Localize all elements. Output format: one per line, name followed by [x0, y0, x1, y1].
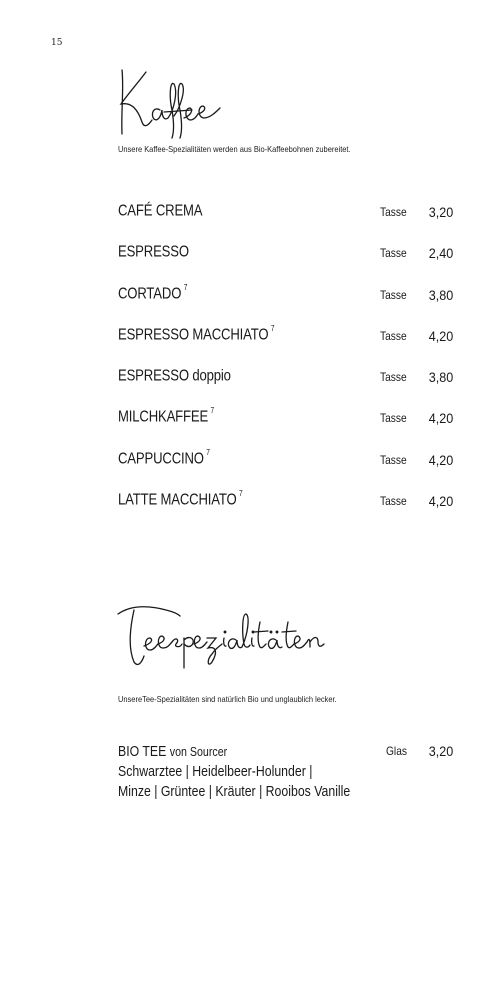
menu-item [118, 489, 458, 530]
tea-price: 3,20 [428, 743, 453, 759]
item-unit: Tasse [380, 328, 407, 343]
item-price: 3,80 [428, 286, 453, 303]
item-name: LATTE MACCHIATO $^7$ [118, 489, 243, 509]
item-unit: Tasse [380, 411, 407, 426]
item-unit: Tasse [380, 370, 407, 385]
menu-item [118, 365, 458, 406]
tee-title [112, 600, 332, 672]
page-number: 15 [51, 38, 63, 48]
item-name: CAPPUCCINO $^7$ [118, 447, 210, 468]
kaffee-title [112, 62, 232, 140]
kaffee-intro: Unsere Kaffee-Spezialitäten werden aus Bio-Kaffeebohnen zubereitet. [118, 144, 351, 154]
tea-varieties-line1: Schwarztee | Heidelbeer-Holunder | [118, 763, 313, 780]
menu-item [118, 241, 458, 282]
item-unit: Tasse [380, 246, 407, 261]
menu-item [118, 324, 458, 365]
item-price: 3,80 [428, 369, 453, 386]
tee-intro: UnsereTee-Spezialitäten sind natürlich Bio und unglaublich lecker. [118, 694, 337, 704]
item-name: ESPRESSO [118, 243, 189, 261]
menu-item [118, 200, 458, 241]
item-price: 4,20 [428, 410, 453, 427]
tea-unit: Glas [386, 744, 407, 758]
item-price: 4,20 [428, 493, 453, 510]
item-unit: Tasse [380, 205, 407, 219]
item-price: 4,20 [428, 451, 453, 468]
kaffee-menu-list [118, 200, 458, 530]
item-unit: Tasse [380, 494, 407, 509]
item-price: 2,40 [428, 245, 453, 262]
tea-name: BIO TEE von Sourcer [118, 743, 228, 760]
tea-varieties-line2: Minze | Grüntee | Kräuter | Rooibos Vanille [118, 783, 351, 800]
item-unit: Tasse [380, 287, 407, 302]
item-price: 3,20 [428, 204, 453, 220]
item-name: MILCHKAFFEE $^7$ [118, 406, 215, 426]
menu-item [118, 448, 458, 489]
item-name: CORTADO $^7$ [118, 282, 188, 302]
item-unit: Tasse [380, 452, 407, 467]
tea-supplier: von Sourcer [169, 744, 228, 759]
item-name: CAFÉ CREMA [118, 202, 203, 220]
item-name: ESPRESSO MACCHIATO $^7$ [118, 323, 275, 344]
item-price: 4,20 [428, 327, 453, 344]
item-name: ESPRESSO doppio [118, 367, 231, 385]
tea-item [118, 742, 458, 802]
menu-item [118, 283, 458, 324]
menu-item [118, 406, 458, 447]
